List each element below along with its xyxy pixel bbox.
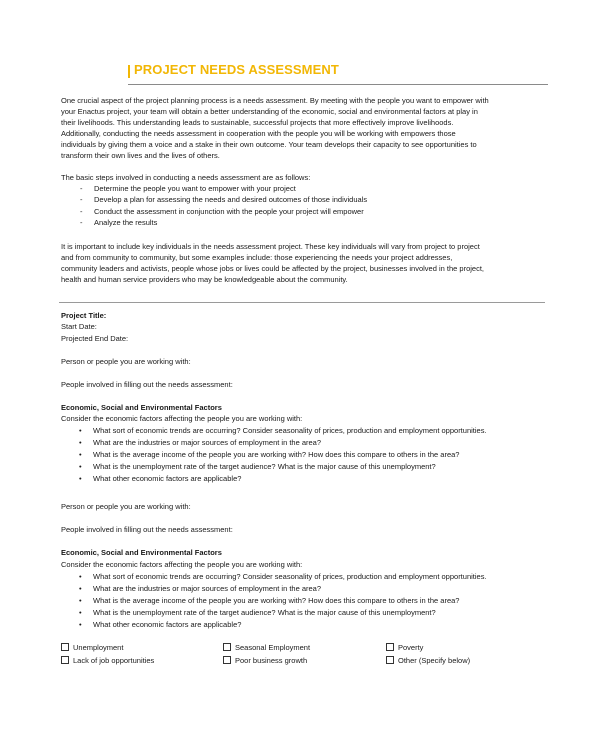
checkbox-lack-of-job-opportunities[interactable]	[61, 655, 154, 666]
bullet-dot: •	[79, 584, 82, 593]
checkbox-label: Poverty	[398, 643, 424, 652]
checkbox-other[interactable]	[386, 655, 470, 666]
list-item	[79, 583, 322, 594]
checkbox-label: Seasonal Employment	[235, 643, 311, 652]
question-text: What are the industries or major sources of employment in the area?	[93, 438, 322, 447]
checkbox-label: Lack of job opportunities	[73, 656, 155, 665]
bullet-dash: -	[80, 218, 83, 227]
step-text: Analyze the results	[94, 218, 158, 227]
intro-line: your Enactus project, your team will obtain a better understanding of the economic, social and environmental factors at play in	[61, 107, 478, 116]
intro-line: individuals by giving them a voice and a stake in their own outcome. Your team develops their capacity to see opportunities to	[61, 140, 477, 149]
list-item	[79, 571, 487, 582]
question-text: What is the unemployment rate of the target audience? What is the major cause of this unemployment?	[93, 608, 436, 617]
checkbox-square[interactable]	[223, 656, 231, 664]
bullet-dash: -	[80, 184, 83, 193]
checkbox-square[interactable]	[386, 656, 394, 664]
list-item	[79, 425, 487, 436]
bullet-dot: •	[79, 608, 82, 617]
key-line: and from community to community, but some examples include: those experiencing the needs your project addresses,	[61, 253, 453, 262]
bullet-dot: •	[79, 426, 82, 435]
list-item	[80, 217, 158, 228]
checkbox-square[interactable]	[386, 643, 394, 651]
checkbox-label: Unemployment	[73, 643, 124, 652]
list-item	[80, 206, 364, 217]
bullet-dash: -	[80, 207, 83, 216]
bullet-dot: •	[79, 474, 82, 483]
project-title-label: Project Title:	[61, 311, 107, 320]
key-line: It is important to include key individuals in the needs assessment project. These key individuals will vary from project to project	[61, 242, 480, 251]
list-item	[79, 437, 322, 448]
question-text: What is the average income of the people you are working with? How does this compare to others in the area?	[93, 596, 460, 605]
key-line: health and human service providers who may be knowledgeable about the community.	[61, 275, 348, 284]
checkbox-poverty[interactable]	[386, 642, 423, 653]
title-bar	[128, 62, 548, 85]
bullet-dot: •	[79, 450, 82, 459]
list-item	[79, 595, 460, 606]
checkbox-label: Other (Specify below)	[398, 656, 471, 665]
checkbox-square[interactable]	[223, 643, 231, 651]
people-working-label: Person or people you are working with:	[61, 357, 191, 366]
section-heading: Economic, Social and Environmental Factors	[61, 403, 222, 412]
list-item	[79, 461, 436, 472]
checkbox-poor-business-growth[interactable]	[223, 655, 307, 666]
intro-line: One crucial aspect of the project planning process is a needs assessment. By meeting with the people you want to empower with	[61, 96, 489, 105]
section-divider	[59, 302, 545, 303]
people-working-label: Person or people you are working with:	[61, 502, 191, 511]
step-text: Develop a plan for assessing the needs and desired outcomes of those individuals	[94, 195, 368, 204]
list-item	[80, 183, 296, 194]
list-item	[79, 449, 460, 460]
checkbox-seasonal-employment[interactable]	[223, 642, 310, 653]
intro-line: Additionally, conducting the needs assessment in cooperation with the people you will be working with empowers those	[61, 129, 456, 138]
bullet-dot: •	[79, 620, 82, 629]
list-item	[79, 473, 242, 484]
question-text: What is the average income of the people you are working with? How does this compare to others in the area?	[93, 450, 460, 459]
step-text: Conduct the assessment in conjunction with the people your project will empower	[94, 207, 364, 216]
question-text: What is the unemployment rate of the target audience? What is the major cause of this unemployment?	[93, 462, 436, 471]
bullet-dot: •	[79, 462, 82, 471]
people-involved-label: People involved in filling out the needs assessment:	[61, 380, 233, 389]
question-text: What sort of economic trends are occurring? Consider seasonality of prices, production and employment opportunities.	[93, 426, 487, 435]
section-intro: Consider the economic factors affecting the people you are working with:	[61, 560, 303, 569]
section-heading: Economic, Social and Environmental Factors	[61, 548, 222, 557]
bullet-dot: •	[79, 572, 82, 581]
checkbox-unemployment[interactable]	[61, 642, 123, 653]
question-text: What are the industries or major sources of employment in the area?	[93, 584, 322, 593]
bullet-dash: -	[80, 195, 83, 204]
steps-intro: The basic steps involved in conducting a needs assessment are as follows:	[61, 173, 311, 182]
question-text: What sort of economic trends are occurring? Consider seasonality of prices, production and employment opportunities.	[93, 572, 487, 581]
checkbox-label: Poor business growth	[235, 656, 308, 665]
intro-line: their livelihoods. This understanding leads to sustainable, successful projects that more effectively improve livelihoods.	[61, 118, 454, 127]
start-date-label: Start Date:	[61, 322, 97, 331]
checkbox-square[interactable]	[61, 656, 69, 664]
list-item	[80, 194, 368, 205]
question-text: What other economic factors are applicable?	[93, 620, 242, 629]
document-title: PROJECT NEEDS ASSESSMENT	[134, 62, 339, 77]
end-date-label: Projected End Date:	[61, 334, 129, 343]
bullet-dot: •	[79, 596, 82, 605]
list-item	[79, 607, 436, 618]
section-intro: Consider the economic factors affecting the people you are working with:	[61, 414, 303, 423]
title-accent	[128, 65, 130, 78]
checkbox-square[interactable]	[61, 643, 69, 651]
people-involved-label: People involved in filling out the needs assessment:	[61, 525, 233, 534]
step-text: Determine the people you want to empower with your project	[94, 184, 296, 193]
list-item	[79, 619, 242, 630]
key-line: community leaders and activists, people whose jobs or lives could be affected by the project, businesses involved in the project,	[61, 264, 485, 273]
bullet-dot: •	[79, 438, 82, 447]
question-text: What other economic factors are applicable?	[93, 474, 242, 483]
intro-line: transform their own lives and the lives of others.	[61, 151, 220, 160]
